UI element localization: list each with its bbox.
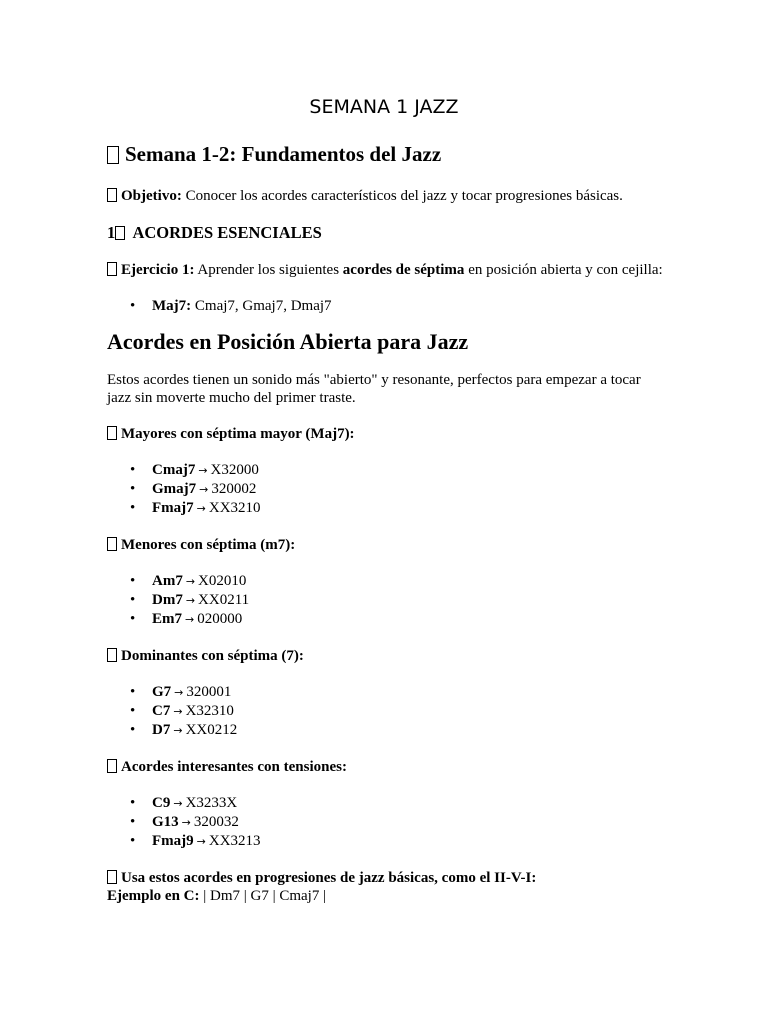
chord-shape: XX0211 bbox=[198, 592, 250, 608]
exercise-paragraph bbox=[107, 261, 667, 279]
chord-name: G13 bbox=[152, 814, 179, 830]
exercise-label: Ejercicio 1: bbox=[121, 262, 195, 278]
list-item-value: Cmaj7, Gmaj7, Dmaj7 bbox=[194, 298, 332, 314]
example-label: Ejemplo en C: bbox=[107, 888, 200, 904]
missing-glyph-icon bbox=[107, 426, 117, 440]
document-body bbox=[107, 140, 667, 905]
list-item bbox=[152, 591, 667, 610]
missing-glyph-icon bbox=[107, 759, 117, 773]
arrow-icon: → bbox=[198, 464, 208, 477]
list-item bbox=[152, 572, 667, 591]
list-item bbox=[152, 813, 667, 832]
chord-shape: 320032 bbox=[193, 814, 239, 830]
maj7-list bbox=[107, 297, 667, 315]
arrow-icon: → bbox=[173, 797, 183, 810]
chord-name: Gmaj7 bbox=[152, 481, 197, 497]
chord-name: D7 bbox=[152, 722, 171, 738]
exercise-bold: acordes de séptima bbox=[342, 262, 465, 278]
list-item bbox=[152, 721, 667, 740]
group-title bbox=[107, 758, 667, 776]
chord-shape: 320001 bbox=[186, 684, 232, 700]
section-heading-fundamentos bbox=[107, 140, 667, 168]
exercise-text-1: Aprender los siguientes bbox=[197, 262, 340, 278]
arrow-icon: → bbox=[196, 502, 206, 515]
arrow-icon: → bbox=[185, 594, 196, 607]
group-title-text: Mayores con séptima mayor (Maj7): bbox=[121, 426, 355, 442]
chord-shape: X32310 bbox=[185, 703, 234, 719]
chord-list-tensions bbox=[107, 794, 667, 851]
chord-name: C9 bbox=[152, 795, 171, 811]
list-item bbox=[152, 794, 667, 813]
group-title-text: Dominantes con séptima (7): bbox=[121, 648, 304, 664]
chord-name: Fmaj9 bbox=[152, 833, 194, 849]
arrow-icon: → bbox=[181, 816, 191, 829]
arrow-icon: → bbox=[199, 483, 209, 496]
missing-glyph-icon bbox=[107, 537, 117, 551]
intro-paragraph: Estos acordes tienen un sonido más "abierto" y resonante, perfectos para empezar a tocar jazz sin moverte mucho del primer traste. bbox=[107, 372, 641, 406]
objective-label: Objetivo: bbox=[121, 188, 182, 204]
list-item bbox=[152, 702, 667, 721]
section-heading-text: Semana 1-2: Fundamentos del Jazz bbox=[125, 142, 442, 166]
arrow-icon: → bbox=[185, 613, 195, 626]
group-title-text: Menores con séptima (m7): bbox=[121, 537, 296, 553]
chord-name: Cmaj7 bbox=[152, 462, 196, 478]
missing-glyph-icon bbox=[107, 146, 119, 164]
chord-shape: XX3213 bbox=[208, 833, 261, 849]
list-item bbox=[152, 297, 667, 315]
chord-list-dominant bbox=[107, 683, 667, 740]
list-item bbox=[152, 499, 667, 518]
objective-text: Conocer los acordes característicos del jazz y tocar progresiones básicas. bbox=[185, 188, 623, 204]
acordes-esenciales-heading-text: ACORDES ESENCIALES bbox=[132, 223, 322, 242]
list-item bbox=[152, 683, 667, 702]
objective-paragraph bbox=[107, 187, 667, 205]
missing-glyph-icon bbox=[107, 648, 117, 662]
chord-shape: 020000 bbox=[197, 611, 243, 627]
closing-text: Usa estos acordes en progresiones de jazz básicas, como el II-V-I: bbox=[121, 870, 537, 886]
list-item bbox=[152, 461, 667, 480]
group-title bbox=[107, 425, 667, 443]
document-title: SEMANA 1 JAZZ bbox=[309, 96, 459, 118]
chord-shape: X32000 bbox=[210, 462, 259, 478]
missing-glyph-icon bbox=[115, 226, 125, 240]
chord-name: Am7 bbox=[152, 573, 183, 589]
arrow-icon: → bbox=[196, 835, 206, 848]
group-title-text: Acordes interesantes con tensiones: bbox=[121, 759, 347, 775]
list-item-label: Maj7: bbox=[152, 298, 192, 314]
chord-shape: XX0212 bbox=[185, 722, 238, 738]
chord-shape: 320002 bbox=[211, 481, 257, 497]
closing-paragraph bbox=[107, 869, 667, 905]
chord-shape: X02010 bbox=[198, 573, 247, 589]
chord-list-m7 bbox=[107, 572, 667, 629]
missing-glyph-icon bbox=[107, 188, 117, 202]
example-value: | Dm7 | G7 | Cmaj7 | bbox=[203, 888, 327, 904]
list-item bbox=[152, 832, 667, 851]
exercise-text-2: en posición abierta y con cejilla: bbox=[468, 262, 663, 278]
posicion-abierta-heading: Acordes en Posición Abierta para Jazz bbox=[107, 329, 469, 354]
arrow-icon: → bbox=[174, 686, 184, 699]
list-item bbox=[152, 610, 667, 629]
chord-shape: XX3210 bbox=[208, 500, 261, 516]
chord-name: C7 bbox=[152, 703, 171, 719]
group-title bbox=[107, 536, 667, 554]
chord-name: Em7 bbox=[152, 611, 182, 627]
heading-number: 1 bbox=[107, 223, 116, 242]
group-title bbox=[107, 647, 667, 665]
arrow-icon: → bbox=[173, 705, 183, 718]
chord-name: G7 bbox=[152, 684, 172, 700]
chord-shape: X3233X bbox=[185, 795, 238, 811]
missing-glyph-icon bbox=[107, 870, 117, 884]
arrow-icon: → bbox=[173, 724, 183, 737]
chord-list-maj7 bbox=[107, 461, 667, 518]
chord-name: Fmaj7 bbox=[152, 500, 194, 516]
arrow-icon: → bbox=[185, 575, 196, 588]
chord-name: Dm7 bbox=[152, 592, 183, 608]
missing-glyph-icon bbox=[107, 262, 117, 276]
acordes-esenciales-heading bbox=[107, 222, 667, 244]
list-item bbox=[152, 480, 667, 499]
